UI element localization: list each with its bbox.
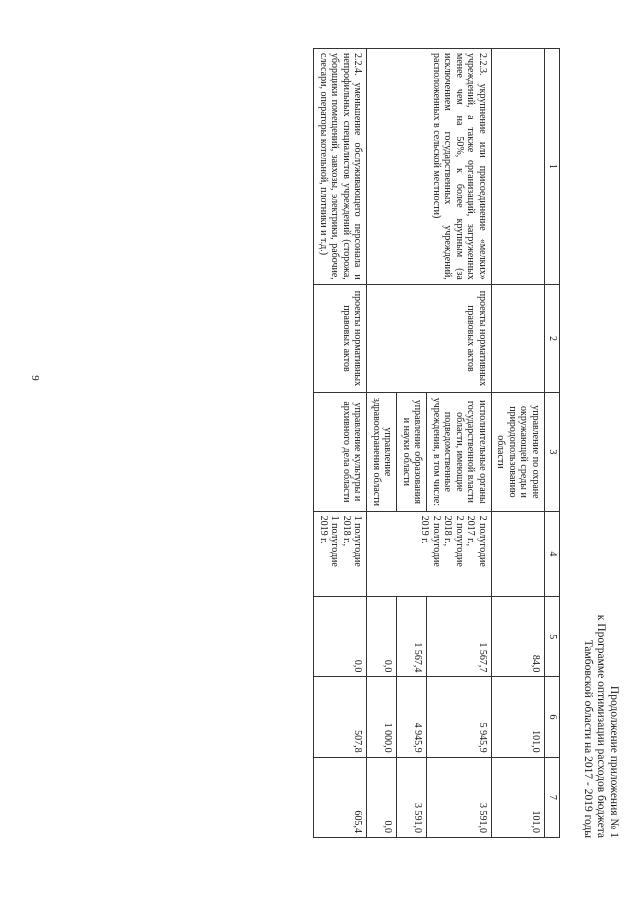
cell-mechanism: проекты нормативных правовых актов xyxy=(367,284,492,392)
cell-responsible: управление образования и науки области xyxy=(397,393,427,512)
col-num-3: 3 xyxy=(545,393,560,512)
col-num-5: 5 xyxy=(545,597,560,677)
cell-value: 0,0 xyxy=(367,757,397,837)
cell-value: 3 591,0 xyxy=(427,757,492,837)
cell-value: 0,0 xyxy=(314,597,367,677)
cell-mechanism: проекты нормативных правовых актов xyxy=(314,284,367,392)
cell-responsible: управление по охране окружающей среды и природопользованию области xyxy=(492,393,545,512)
cell-value: 0,0 xyxy=(367,597,397,677)
cell-value: 101,0 xyxy=(492,757,545,837)
col-num-6: 6 xyxy=(545,677,560,757)
cell-value: 1 000,0 xyxy=(367,677,397,757)
appendix-header xyxy=(581,48,620,838)
page-number: 9 xyxy=(28,375,41,381)
cell-deadline: 1 полугодие 2018 г., 1 полугодие 2019 г. xyxy=(314,511,367,596)
cell-value: 1 567,4 xyxy=(397,597,427,677)
cell-responsible: управление здравоохранения области xyxy=(367,393,397,512)
col-num-2: 2 xyxy=(545,284,560,392)
rotated-page-content xyxy=(120,48,620,838)
cell-value: 3 591,0 xyxy=(397,757,427,837)
table-row xyxy=(427,49,492,838)
cell-value: 4 945,9 xyxy=(397,677,427,757)
cell-value: 84,0 xyxy=(492,597,545,677)
header-line-3: Тамбовской области на 2017 - 2019 годы xyxy=(582,639,594,838)
col-num-1: 1 xyxy=(545,49,560,285)
cell-measure: 2.2.4. уменьшение обслуживающего персонала и непрофильных специалистов учреждений (сторожа, уборщики помещений, завхозы, электрики, рабочие, слесари, операторы котельной, плотники и т.д.) xyxy=(314,49,367,285)
cell-responsible: исполнительные органы государственной власти области, имеющие подведомственные учреждения, в том числе: xyxy=(427,393,492,512)
table-row xyxy=(492,49,545,838)
column-number-row xyxy=(545,49,560,838)
table-row xyxy=(314,49,367,838)
col-num-7: 7 xyxy=(545,757,560,837)
cell-value: 605,4 xyxy=(314,757,367,837)
header-line-1: Продолжение приложения № 1 xyxy=(608,685,620,838)
cell-measure: 2.2.3. укрупнение или присоединение «мелких» учреждений, а также организаций, загруженных менее чем на 50%, к более крупным (за исключением государственных учреждений, расположенных в сельской местности) xyxy=(367,49,492,285)
optimization-table xyxy=(314,48,561,838)
cell-value: 5 945,9 xyxy=(427,677,492,757)
cell-responsible: управление культуры и архивного дела области xyxy=(314,393,367,512)
cell-deadline: 2 полугодие 2017 г., 2 полугодие 2018 г., 2 полугодие 2019 г. xyxy=(367,511,492,596)
header-line-2: к Программе оптимизации расходов бюджета xyxy=(595,614,607,838)
cell-value: 507,8 xyxy=(314,677,367,757)
cell-value: 101,0 xyxy=(492,677,545,757)
col-num-4: 4 xyxy=(545,511,560,596)
cell-value: 1 567,7 xyxy=(427,597,492,677)
